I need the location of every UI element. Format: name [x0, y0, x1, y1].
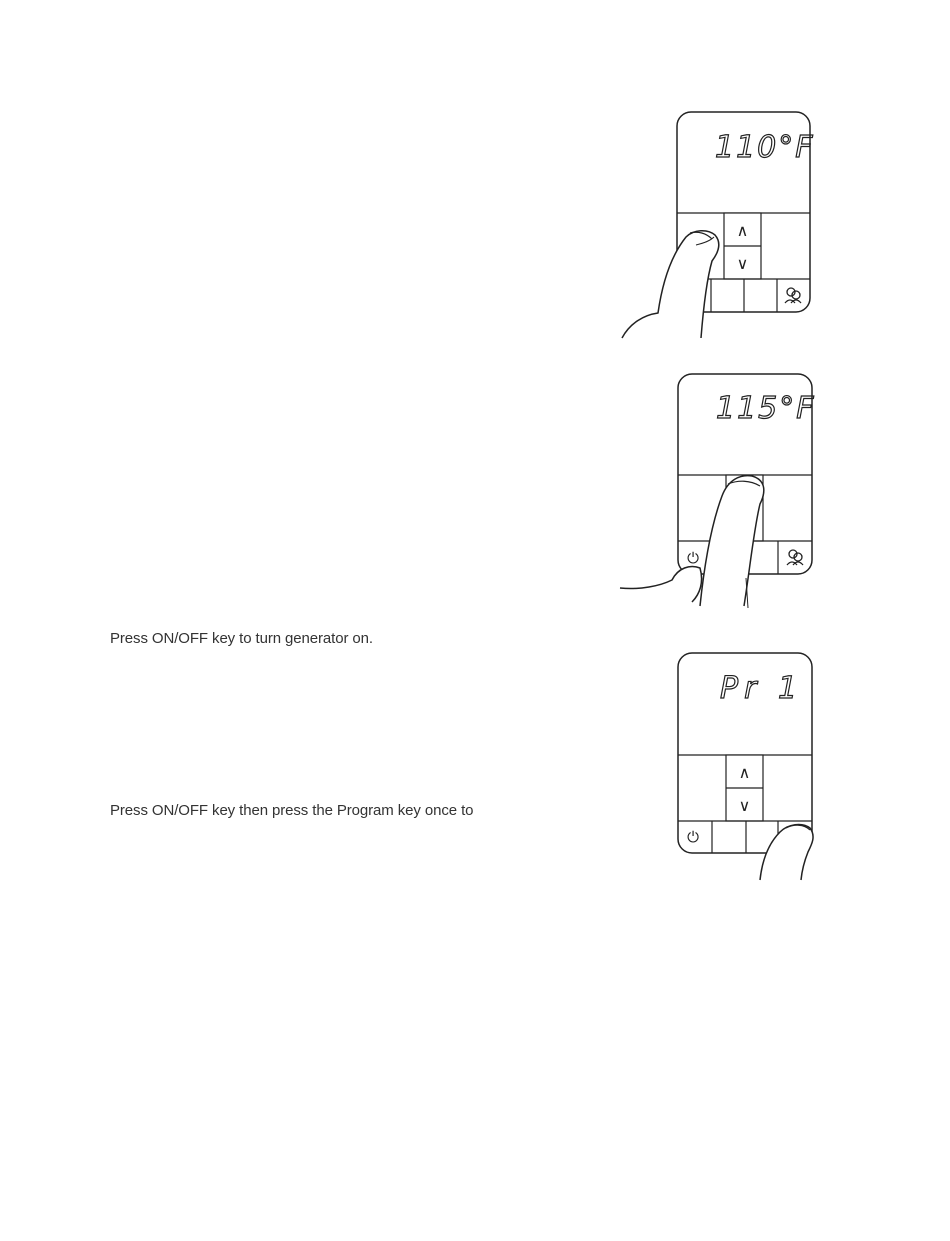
power-icon: ⏻: [687, 828, 699, 846]
control-panel-figure-1: [600, 105, 820, 345]
display-readout: 110°F: [715, 130, 815, 165]
thumb: [620, 567, 702, 603]
instruction-turn-on: Press ON/OFF key to turn generator on.: [110, 630, 373, 647]
up-arrow-icon: ∧: [736, 221, 749, 240]
down-arrow-icon: ∨: [736, 254, 749, 273]
control-panel-figure-2: [600, 368, 820, 608]
down-arrow-icon: ∨: [738, 796, 751, 815]
instruction-program-key: Press ON/OFF key then press the Program key once to: [110, 802, 474, 819]
up-arrow-icon: ∧: [738, 763, 751, 782]
display-readout: Pr 1: [720, 671, 804, 706]
finger-pressing-left-key: [622, 231, 719, 338]
control-panel-figure-3: [600, 648, 820, 888]
display-readout: 115°F: [716, 391, 816, 426]
power-icon: ⏻: [687, 549, 699, 567]
